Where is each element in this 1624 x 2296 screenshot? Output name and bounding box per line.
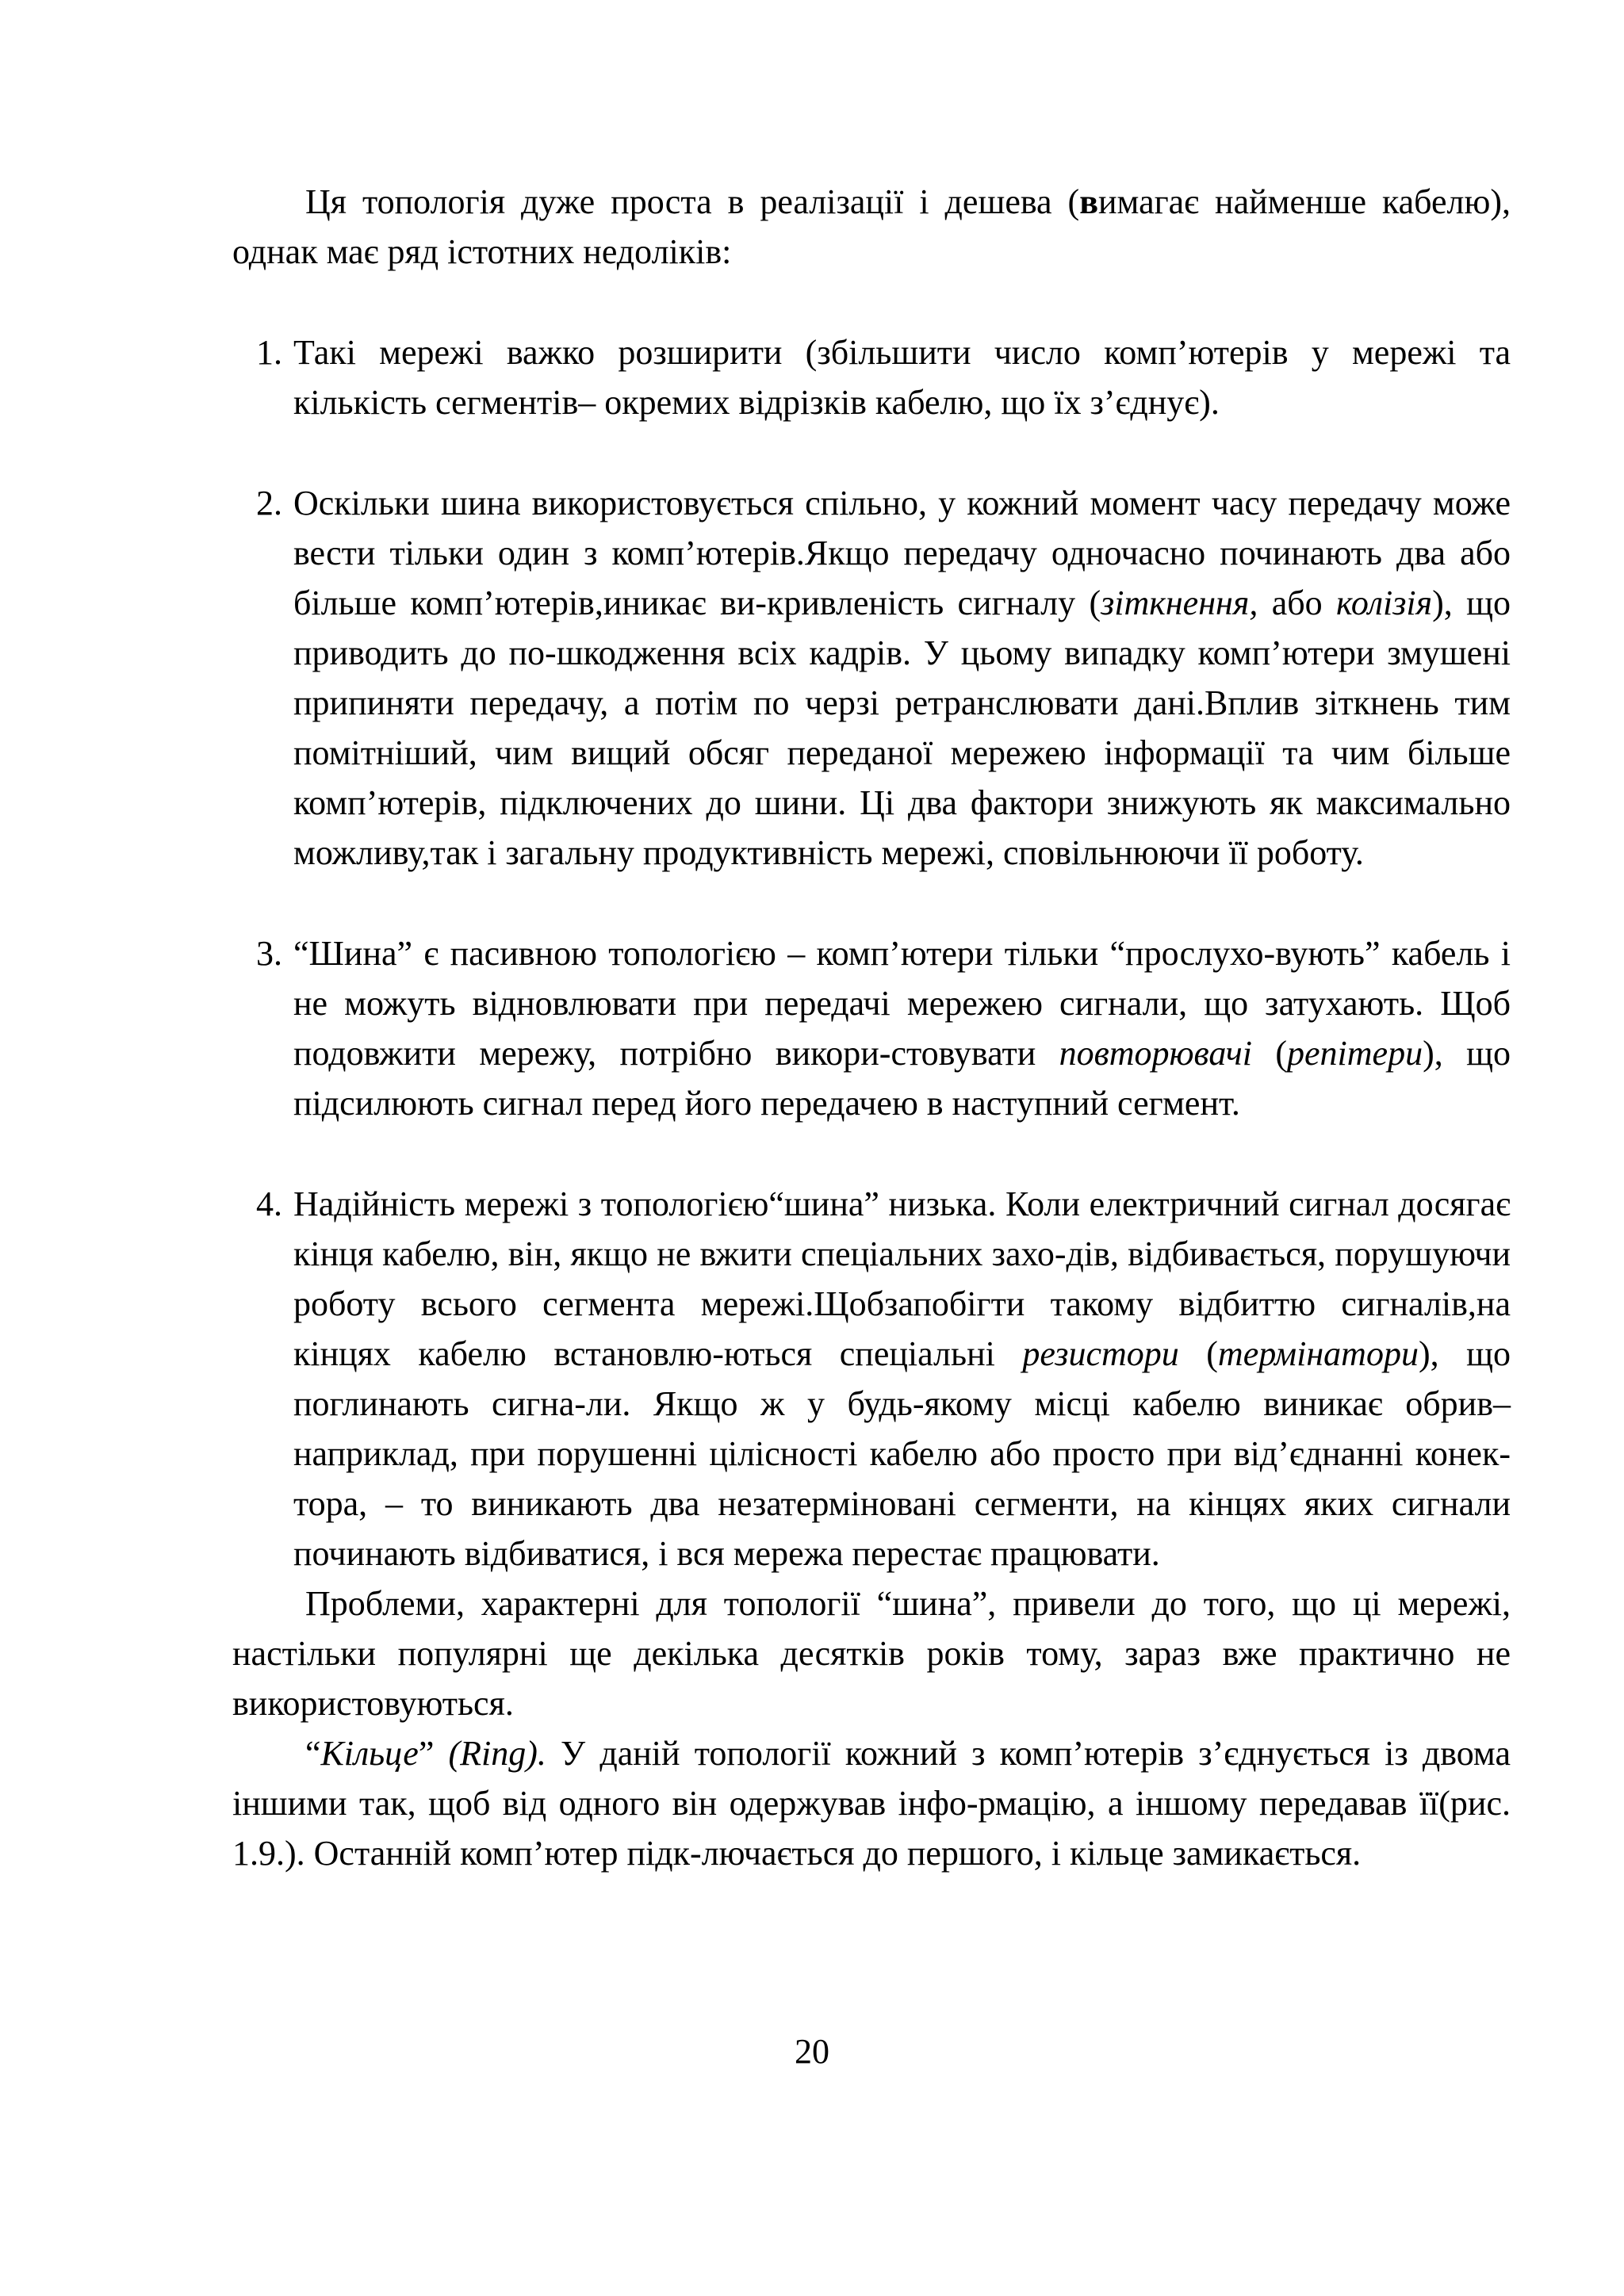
- list-item-text: (: [1178, 1334, 1218, 1373]
- list-item-number: 1.: [256, 333, 282, 372]
- list-item: [232, 327, 1511, 427]
- list-item: [232, 928, 1511, 1128]
- ring-text: У даній топології кожний з комп’ютерів з’єднується із двома іншими так, щоб від одного він одержував інфо-рмацію, а іншому передавав її(рис. 1.9.). Останній комп’ютер підк-лючається до першого, і кільце замикається.: [232, 1734, 1511, 1873]
- list-item-number: 2.: [256, 484, 282, 522]
- list-item-number: 3.: [256, 934, 282, 973]
- drawbacks-list: [232, 327, 1511, 1578]
- list-item: [232, 478, 1511, 878]
- intro-text-2: имагає найменше кабелю), однак має ряд істотних недоліків:: [232, 182, 1511, 271]
- italic-term: колізія: [1336, 584, 1433, 622]
- list-item-text: або: [1258, 584, 1337, 622]
- list-item-text: “Шина” є пасивною топологією – комп’ютери тільки “прослухо-вують” кабель і не можуть відновлювати при передачі мережею сигнали, що затухають. Щоб подовжити мережу, потрібно викори-стовувати: [293, 934, 1511, 1073]
- intro-text-1: Ця топологія дуже проста в реалізації і дешева (: [305, 182, 1080, 221]
- ring-term: Кільце: [320, 1734, 419, 1773]
- page-number: 20: [795, 2032, 829, 2071]
- intro-bold-letter: в: [1079, 182, 1098, 221]
- list-item-text: Надійність мережі з топологією“шина” низька. Коли електричний сигнал досягає кінця кабелю, він, якщо не вжити спеціальних захо-дів, відбивається, порушуючи роботу всього сегмента мережі.Щобзапобігти такому відбиттю сигналів,на кінцях кабелю встановлю-ються спеціальні: [293, 1184, 1511, 1373]
- list-item-text: Такі мережі важко розширити (збільшити число комп’ютерів у мережі та кількість сегментів– окремих відрізків кабелю, що їх з’єднує).: [293, 333, 1511, 422]
- italic-term: репітери: [1287, 1034, 1423, 1073]
- list-item-text: ), що поглинають сигна-ли. Якщо ж у будь-якому місці кабелю виникає обрив– наприклад, при порушенні цілісності кабелю або просто при від’єднанні конек-тора, – то виникають два незатерміновані сегменти, на кінцях яких сигнали починають відбиватися, і вся мережа перестає працювати.: [293, 1334, 1511, 1573]
- list-item-text: ), що приводить до по-шкодження всіх кадрів. У цьому випадку комп’ютери змушені припиняти передачу, а потім по черзі ретранслювати дані.Вплив зіткнень тим помітніший, чим вищий обсяг переданої мережею інформації та чим більше комп’ютерів, підключених до шини. Ці два фактори знижують як максимально можливу,так і загальну продуктивність мережі, сповільнюючи її роботу.: [293, 584, 1511, 872]
- list-item: [232, 1179, 1511, 1578]
- ring-term-english: (Ring).: [448, 1734, 546, 1773]
- list-item-text: Оскільки шина використовується спільно, у кожний момент часу передачу може вести тільки один з комп’ютерів.Якщо передачу одночасно починають два або більше комп’ютерів,иникає ви-кривленість сигналу (: [293, 484, 1511, 622]
- italic-term: термінатори: [1217, 1334, 1419, 1373]
- ring-quote-close: ”: [418, 1734, 449, 1773]
- list-item-text: ), що підсилюють сигнал перед його передачею в наступний сегмент.: [293, 1034, 1511, 1123]
- italic-term: повторювачі: [1059, 1034, 1252, 1073]
- italic-term: резистори: [1022, 1334, 1179, 1373]
- intro-paragraph: [232, 177, 1511, 277]
- italic-term: зіткнення,: [1101, 584, 1258, 622]
- list-item-text: (: [1251, 1034, 1288, 1073]
- problems-paragraph: Проблеми, характерні для топології “шина”, привели до того, що ці мережі, настільки популярні ще декілька десятків років тому, зараз вже практично не використовуються.: [232, 1584, 1511, 1723]
- page-body: [232, 177, 1511, 1878]
- ring-quote-open: “: [305, 1734, 321, 1773]
- ring-paragraph: [232, 1728, 1511, 1878]
- list-item-number: 4.: [256, 1184, 282, 1223]
